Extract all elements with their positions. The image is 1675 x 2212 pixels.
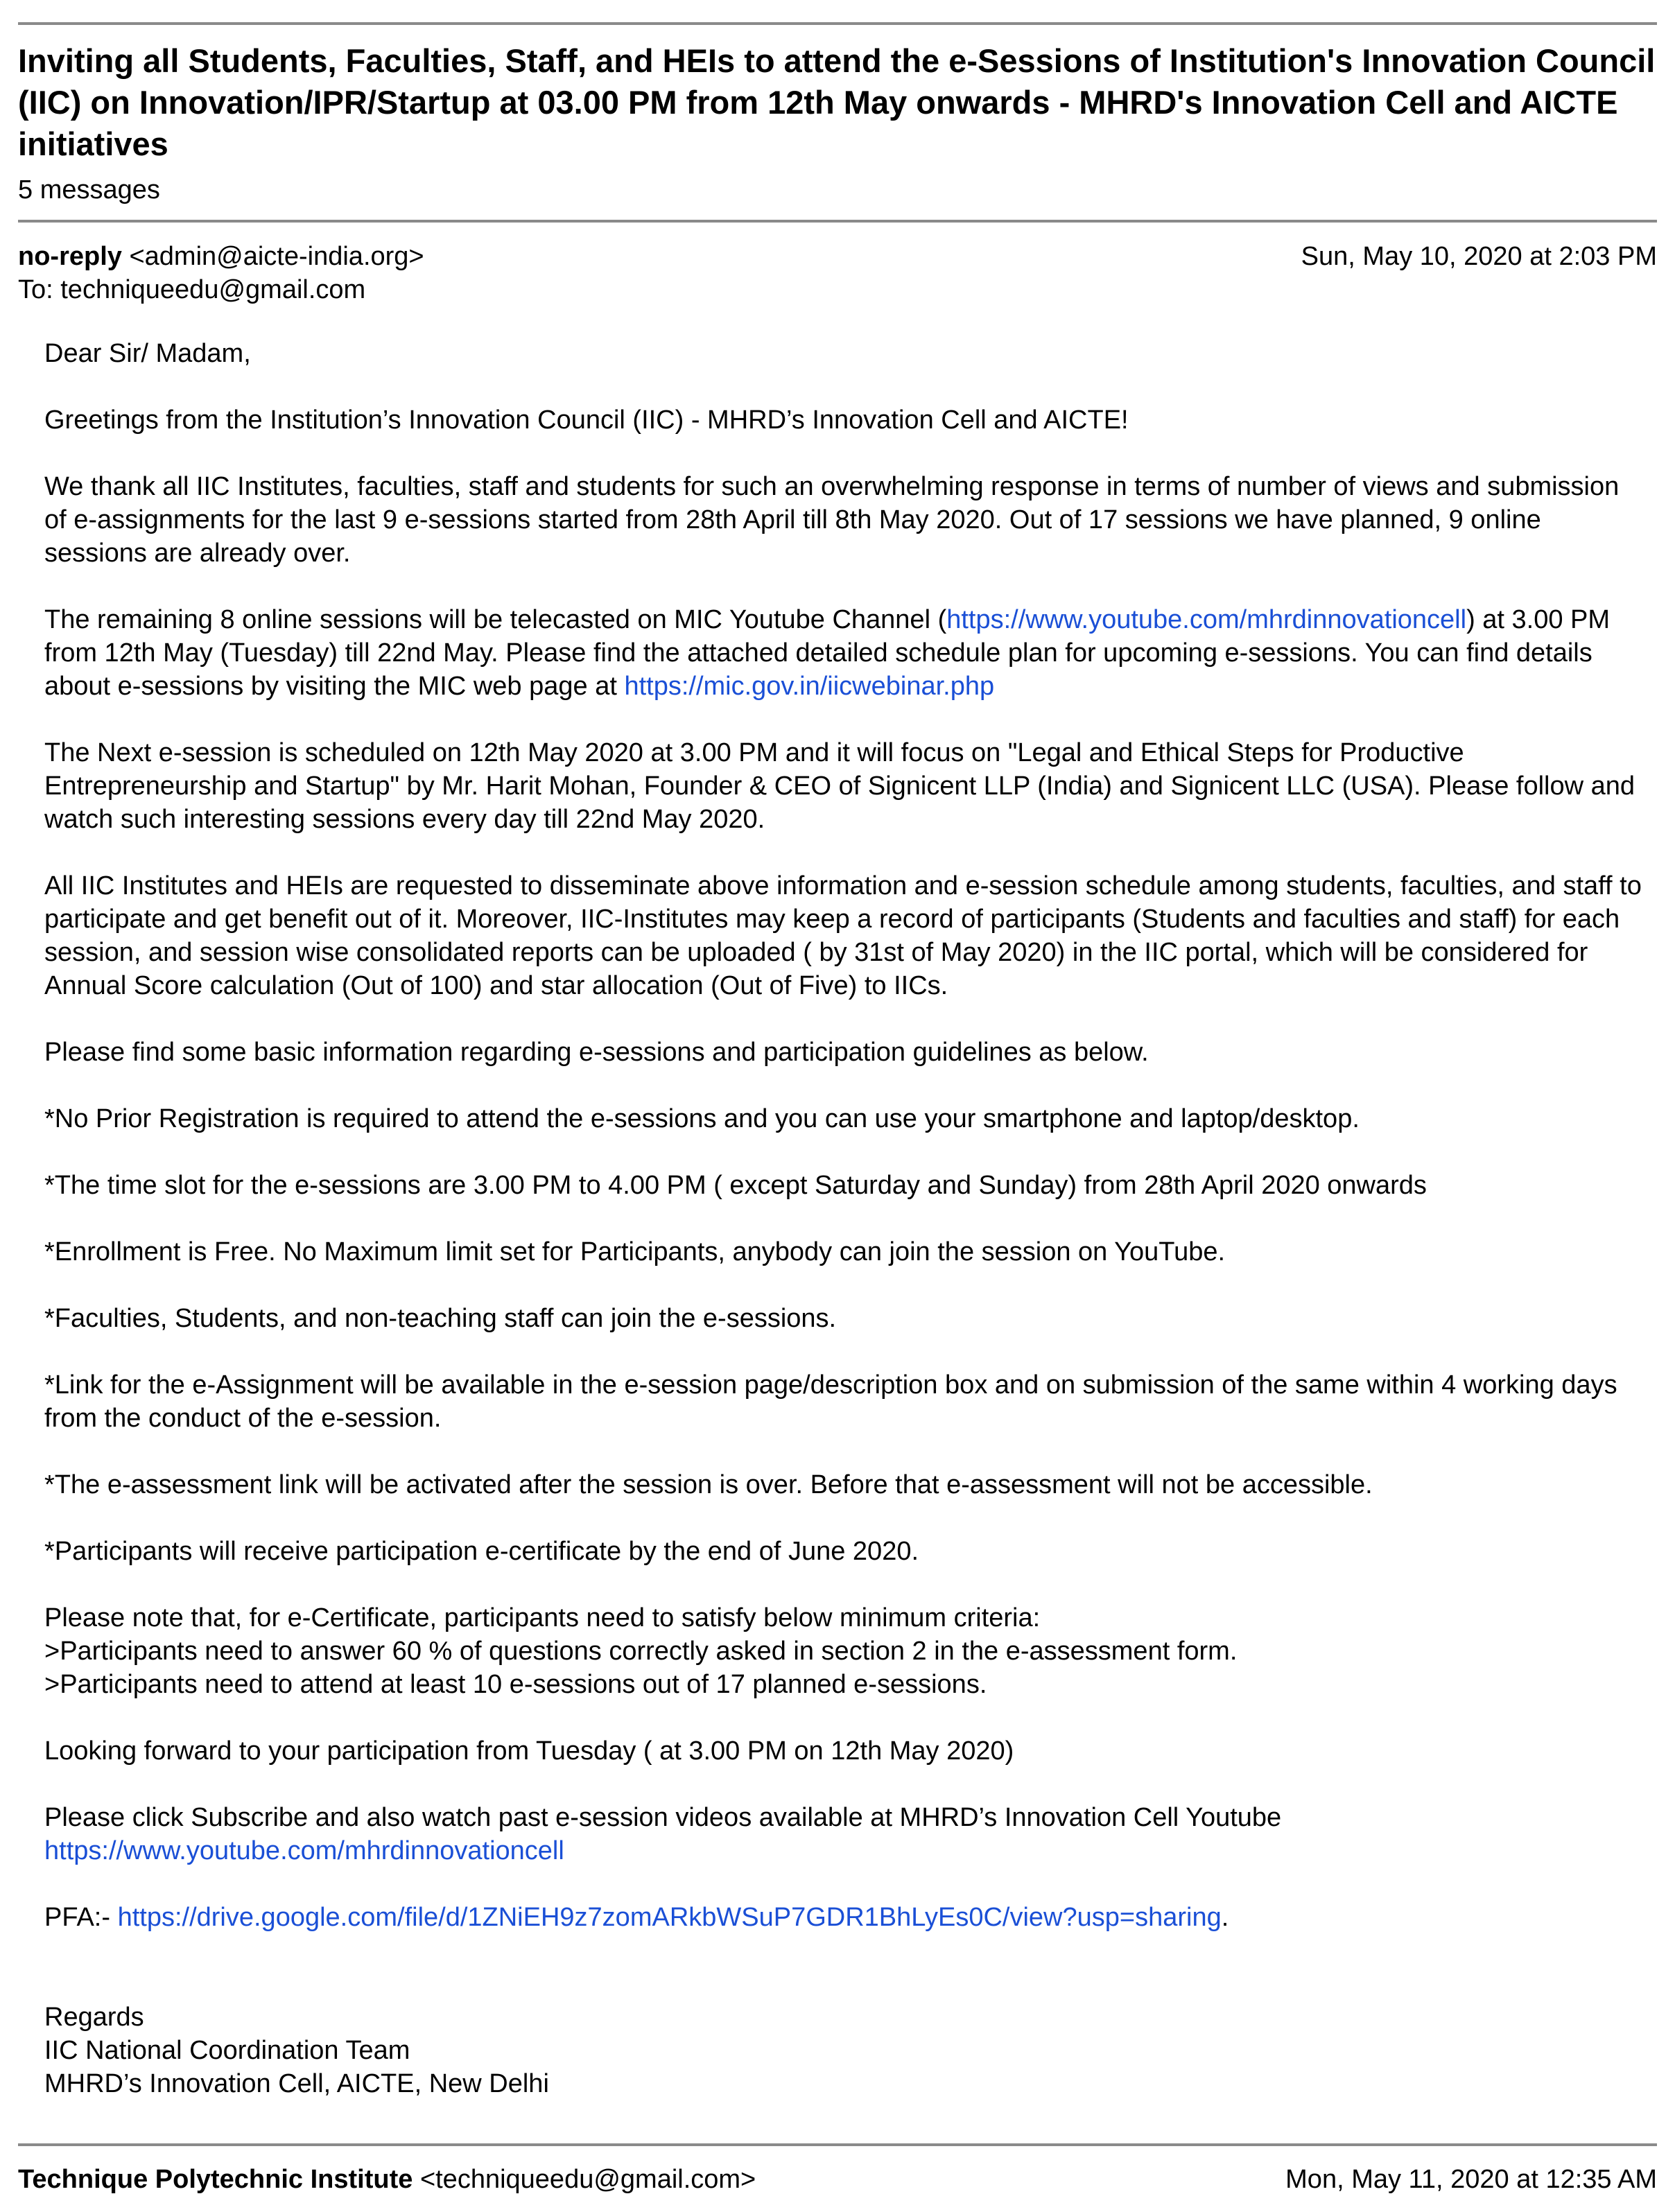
sender-email: <techniqueedu@gmail.com> xyxy=(419,2165,756,2194)
text: ) at 3.00 PM from 12th May (Tuesday) till 22nd May. Please find the attached detailed schedule plan for upcoming e-sessions. You can find details about e-sessions by visiting the MIC web page at xyxy=(44,605,1611,701)
message-count: 5 messages xyxy=(18,175,160,204)
sender-name: Technique Polytechnic Institute xyxy=(18,2165,413,2194)
thread-subject: Inviting all Students, Faculties, Staff, and HEIs to attend the e-Sessions of Institution's Innovation Council (IIC) on Innovation/IPR/Startup at 03.00 PM from 12th May onwards - MHRD's Innovation Cell and AICTE initiatives xyxy=(18,42,1656,162)
guideline-item: *No Prior Registration is required to attend the e-sessions and you can use your smartphone and laptop/desktop. xyxy=(44,1104,1360,1133)
guideline-item: *The time slot for the e-sessions are 3.00 PM to 4.00 PM ( except Saturday and Sunday) from 28th April 2020 onwards xyxy=(44,1171,1427,1200)
paragraph-subscribe xyxy=(44,1801,1646,1867)
message-1-body xyxy=(44,337,1646,2100)
paragraph-next-session: The Next e-session is scheduled on 12th May 2020 at 3.00 PM and it will focus on "Legal and Ethical Steps for Productive Entrepreneurship and Startup" by Mr. Harit Mohan, Founder & CEO of Signicent LLP (India) and Signicent LLC (USA). Please follow and watch such interesting sessions every day till 22nd May 2020. xyxy=(44,738,1635,834)
guideline-item: *Enrollment is Free. No Maximum limit set for Participants, anybody can join the session on YouTube. xyxy=(44,1237,1226,1266)
text: The remaining 8 online sessions will be telecasted on MIC Youtube Channel ( xyxy=(44,605,947,634)
message-1-sender xyxy=(18,240,424,273)
message-1-date: Sun, May 10, 2020 at 2:03 PM xyxy=(1301,242,1657,271)
greeting: Dear Sir/ Madam, xyxy=(44,339,251,368)
guideline-item: *Faculties, Students, and non-teaching staff can join the e-sessions. xyxy=(44,1304,837,1333)
youtube-link[interactable]: https://www.youtube.com/mhrdinnovationcell xyxy=(946,605,1467,634)
message-2-date: Mon, May 11, 2020 at 12:35 AM xyxy=(1285,2165,1657,2194)
signature-team: IIC National Coordination Team xyxy=(44,2036,410,2065)
message-1-recipient: To: techniqueedu@gmail.com xyxy=(18,275,366,304)
paragraph-remaining-sessions xyxy=(44,603,1646,703)
criteria-item: >Participants need to answer 60 % of questions correctly asked in section 2 in the e-assessment form. xyxy=(44,1637,1238,1666)
message-divider xyxy=(18,2143,1657,2146)
criteria-intro: Please note that, for e-Certificate, participants need to satisfy below minimum criteria: xyxy=(44,1603,1041,1632)
paragraph-attachment xyxy=(44,1901,1646,1934)
header-divider xyxy=(18,220,1657,223)
paragraph-disseminate: All IIC Institutes and HEIs are requested to disseminate above information and e-session schedule among students, faculties, and staff to participate and get benefit out of it. Moreover, IIC-Institutes may keep a record of participants (Students and faculties and staff) for each session, and session wise consolidated reports can be uploaded ( by 31st of May 2020) in the IIC portal, which will be considered for Annual Score calculation (Out of 100) and star allocation (Out of Five) to IICs. xyxy=(44,871,1642,1000)
guideline-item: *Link for the e-Assignment will be available in the e-session page/description box and on submission of the same within 4 working days from the conduct of the e-session. xyxy=(44,1370,1617,1433)
signature-regards: Regards xyxy=(44,2003,144,2032)
paragraph-looking-forward: Looking forward to your participation from Tuesday ( at 3.00 PM on 12th May 2020) xyxy=(44,1736,1014,1766)
drive-attachment-link[interactable]: https://drive.google.com/file/d/1ZNiEH9z7zomARkbWSuP7GDR1BhLyEs0C/view?usp=sharing xyxy=(117,1903,1222,1932)
paragraph-guidelines-intro: Please find some basic information regarding e-sessions and participation guidelines as below. xyxy=(44,1038,1149,1067)
paragraph-greetings: Greetings from the Institution’s Innovation Council (IIC) - MHRD’s Innovation Cell and AICTE! xyxy=(44,406,1129,435)
sender-name: no-reply xyxy=(18,242,122,271)
text: Please click Subscribe and also watch past e-session videos available at MHRD’s Innovation Cell Youtube xyxy=(44,1803,1282,1832)
guideline-item: *The e-assessment link will be activated after the session is over. Before that e-assessment will not be accessible. xyxy=(44,1470,1373,1499)
message-2-sender xyxy=(18,2163,756,2196)
youtube-channel-link[interactable]: https://www.youtube.com/mhrdinnovationcell xyxy=(44,1836,564,1865)
text: . xyxy=(1221,1903,1229,1932)
sender-email: <admin@aicte-india.org> xyxy=(129,242,424,271)
signature-org: MHRD’s Innovation Cell, AICTE, New Delhi xyxy=(44,2069,549,2098)
mic-webinar-link[interactable]: https://mic.gov.in/iicwebinar.php xyxy=(624,672,995,701)
top-divider xyxy=(18,22,1657,25)
paragraph-thanks: We thank all IIC Institutes, faculties, staff and students for such an overwhelming response in terms of number of views and submission of e-assignments for the last 9 e-sessions started from 28th April till 8th May 2020. Out of 17 sessions we have planned, 9 online sessions are already over. xyxy=(44,472,1620,568)
guideline-item: *Participants will receive participation e-certificate by the end of June 2020. xyxy=(44,1537,919,1566)
criteria-item: >Participants need to attend at least 10 e-sessions out of 17 planned e-sessions. xyxy=(44,1670,987,1699)
pfa-label: PFA:- xyxy=(44,1903,118,1932)
